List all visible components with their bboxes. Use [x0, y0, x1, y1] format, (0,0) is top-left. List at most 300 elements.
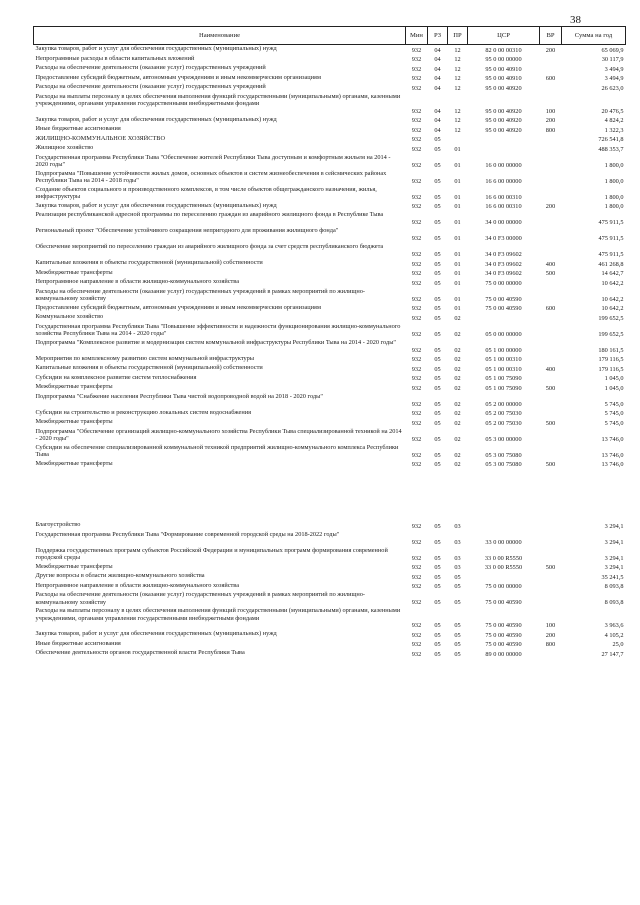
row-min: 932: [411, 419, 422, 427]
row-csr: 16 6 00 00000: [485, 177, 522, 185]
row-rz: 05: [434, 522, 441, 530]
row-sum: 1 800,0: [604, 193, 624, 201]
row-csr: 75 0 00 40590: [485, 631, 522, 639]
row-min: 932: [411, 203, 422, 211]
row-csr: 95 0 00 40910: [485, 75, 522, 83]
row-csr: 34 0 F3 09602: [485, 251, 522, 259]
row-sum: 461 268,8: [598, 260, 624, 268]
table-row: [34, 116, 626, 126]
row-pr: 05: [454, 631, 461, 639]
row-min: 932: [411, 573, 422, 581]
row-sum: 3 294,1: [604, 538, 624, 546]
row-pr: 02: [454, 400, 461, 408]
row-vr: [540, 393, 562, 409]
row-min: 932: [411, 260, 422, 268]
row-pr: 02: [454, 461, 461, 469]
row-vr: 800: [545, 126, 556, 134]
row-min: 932: [411, 314, 422, 322]
row-rz: 05: [434, 219, 441, 227]
row-min: 932: [411, 599, 422, 607]
row-rz: 05: [434, 461, 441, 469]
row-name: Подпрограмма "Обеспечение организаций жилищно-коммунального хозяйства Республики Тыва специализированной техникой на 2014 - 2020 годы": [35, 427, 402, 443]
row-min: 932: [411, 564, 422, 572]
row-min: 932: [411, 75, 422, 83]
row-min: 932: [411, 622, 422, 630]
table-row: [34, 355, 626, 365]
row-csr: 05 2 00 75030: [485, 419, 522, 427]
row-rz: 05: [434, 554, 441, 562]
row-vr: [540, 243, 562, 259]
row-sum: 8 093,8: [604, 583, 624, 591]
row-pr: 05: [454, 622, 461, 630]
row-csr: [468, 144, 540, 154]
row-name: Субсидии на обеспечение специализированной коммунальной техникой предприятий жилищно-коммунального комплекса Республики Тыва: [35, 443, 399, 459]
row-pr: 01: [454, 203, 461, 211]
row-pr: 02: [454, 314, 461, 322]
row-sum: 180 161,5: [598, 346, 624, 354]
row-vr: [540, 227, 562, 243]
row-rz: 05: [434, 599, 441, 607]
row-rz: 05: [434, 346, 441, 354]
row-sum: 10 642,2: [601, 279, 624, 287]
table-row: [34, 418, 626, 428]
row-pr: 01: [454, 161, 461, 169]
table-row: [34, 125, 626, 135]
row-name: Региональный проект "Обеспечение устойчивого сокращения непригодного для проживания жилищного фонда": [35, 227, 339, 234]
row-rz: 05: [434, 295, 441, 303]
row-name: Непрограммное направление в области жилищно-коммунального хозяйства: [35, 278, 239, 285]
row-min: 932: [411, 641, 422, 649]
row-sum: 1 800,0: [604, 161, 624, 169]
row-sum: 13 746,0: [601, 461, 624, 469]
row-pr: 02: [454, 410, 461, 418]
row-pr: 02: [454, 375, 461, 383]
row-rz: 05: [434, 451, 441, 459]
table-row: [34, 572, 626, 582]
row-sum: 3 494,9: [604, 65, 624, 73]
page-gap-cell: [34, 469, 626, 521]
table-row: [34, 374, 626, 384]
row-vr: [540, 547, 562, 563]
row-name: Закупка товаров, работ и услуг для обеспечения государственных (муниципальных) нужд: [35, 45, 277, 52]
row-rz: 05: [434, 145, 441, 153]
table-row: [34, 211, 626, 227]
row-name: Мероприятия по комплексному развитию систем коммунальной инфраструктуры: [35, 354, 255, 362]
row-pr: 02: [454, 435, 461, 443]
row-min: 932: [411, 631, 422, 639]
row-rz: 05: [434, 564, 441, 572]
row-csr: 05 1 00 75090: [485, 384, 522, 392]
row-sum: 1 045,0: [604, 384, 624, 392]
row-csr: 75 0 00 40590: [485, 622, 522, 630]
row-vr: [540, 374, 562, 384]
row-pr: 02: [454, 330, 461, 338]
row-min: 932: [411, 56, 422, 64]
row-pr: 05: [454, 641, 461, 649]
table-row: [34, 364, 626, 374]
row-min: 932: [411, 136, 422, 144]
row-vr: [540, 572, 562, 582]
table-header: [34, 27, 626, 45]
row-name: Подпрограмма "Снабжение населения Республики Тыва чистой водопроводной водой на 2018 - 2020 годы": [35, 392, 323, 400]
row-vr: 500: [545, 270, 556, 278]
table-row: [34, 649, 626, 659]
row-sum: 1 045,0: [604, 375, 624, 383]
row-vr: [540, 83, 562, 93]
row-name: Непрограммные расходы в области капитальных вложений: [35, 54, 195, 62]
row-rz: 04: [434, 107, 441, 115]
row-min: 932: [411, 451, 422, 459]
row-csr: 05 3 00 75080: [485, 451, 522, 459]
row-rz: 05: [434, 400, 441, 408]
row-rz: 05: [434, 305, 441, 313]
table-row: [34, 640, 626, 650]
row-vr: [540, 649, 562, 659]
row-csr: 34 0 F3 00000: [485, 235, 522, 243]
row-name: Подпрограмма "Повышение устойчивости жилых домов, основных объектов и систем жизнеобеспечения в сейсмических районах Республики Тыва на 2014 - 2018 годы": [35, 169, 387, 185]
row-name: Расходы на выплаты персоналу в целях обеспечения выполнения функций государственными (муниципальными) органами, казенными учреждениями, органами управления государственными внебюджетными фондами: [35, 607, 401, 622]
row-rz: 05: [434, 375, 441, 383]
row-rz: 05: [434, 631, 441, 639]
row-sum: 199 652,5: [598, 330, 624, 338]
row-vr: 500: [545, 419, 556, 427]
row-pr: 05: [454, 573, 461, 581]
row-min: 932: [411, 219, 422, 227]
row-rz: 05: [434, 622, 441, 630]
row-sum: 1 800,0: [604, 177, 624, 185]
row-vr: 200: [545, 203, 556, 211]
row-name: Государственная программа Республики Тыва "Повышение эффективности и надежности функционирования жилищно-коммунального хозяйства Республики Тыва на 2014 - 2020 годы": [35, 322, 401, 338]
row-name: Государственная программа Республики Тыва "Формирование современной городской среды на 2018-2022 годы": [35, 530, 340, 538]
row-rz: 05: [434, 435, 441, 443]
table-row: [34, 259, 626, 269]
row-pr: 12: [454, 126, 461, 134]
row-min: 932: [411, 161, 422, 169]
row-name: Капитальные вложения в объекты государственной (муниципальной) собственности: [35, 259, 263, 266]
row-csr: 95 0 00 40920: [485, 126, 522, 134]
row-vr: [540, 170, 562, 186]
row-name: Межбюджетные трансферты: [35, 418, 113, 425]
row-vr: 200: [545, 46, 556, 54]
row-name: Межбюджетные трансферты: [35, 268, 113, 276]
row-vr: [540, 288, 562, 304]
row-name: Межбюджетные трансферты: [35, 562, 113, 570]
row-name: Обеспечение деятельности органов государственной власти Республики Тыва: [35, 649, 245, 656]
row-vr: 600: [545, 75, 556, 83]
table-body: [34, 45, 626, 659]
row-vr: [540, 313, 562, 323]
row-pr: 02: [454, 451, 461, 459]
table-row: [34, 269, 626, 279]
row-rz: 04: [434, 117, 441, 125]
row-vr: 500: [545, 384, 556, 392]
page-number: 38: [570, 14, 581, 26]
row-rz: 04: [434, 84, 441, 92]
row-pr: 03: [454, 554, 461, 562]
table-row: [34, 383, 626, 393]
row-min: 932: [411, 117, 422, 125]
row-csr: 16 0 00 00000: [485, 161, 522, 169]
row-pr: 02: [454, 365, 461, 373]
row-vr: 400: [545, 365, 556, 373]
row-sum: 30 117,9: [601, 56, 624, 64]
table-row: [34, 547, 626, 563]
row-rz: 05: [434, 193, 441, 201]
row-csr: 34 0 00 00000: [485, 219, 522, 227]
row-vr: 500: [545, 461, 556, 469]
table-row: [34, 243, 626, 259]
row-min: 932: [411, 177, 422, 185]
row-pr: 01: [454, 145, 461, 153]
row-rz: 05: [434, 260, 441, 268]
row-vr: [540, 339, 562, 355]
header-csr: ЦСР: [468, 27, 540, 45]
row-vr: [540, 64, 562, 74]
row-vr: [540, 278, 562, 288]
row-rz: 05: [434, 279, 441, 287]
row-pr: 05: [454, 599, 461, 607]
row-name: ЖИЛИЩНО-КОММУНАЛЬНОЕ ХОЗЯЙСТВО: [35, 134, 166, 142]
row-pr: 12: [454, 107, 461, 115]
row-name: Капитальные вложения в объекты государственной (муниципальной) собственности: [35, 364, 263, 371]
table-row: [34, 55, 626, 65]
row-rz: 05: [434, 365, 441, 373]
row-name: Коммунальное хозяйство: [35, 313, 104, 320]
row-name: Межбюджетные трансферты: [35, 383, 113, 390]
row-pr: 03: [454, 538, 461, 546]
row-vr: [540, 323, 562, 339]
row-csr: 75 0 00 40590: [485, 295, 522, 303]
row-min: 932: [411, 84, 422, 92]
row-csr: 75 0 00 40590: [485, 599, 522, 607]
row-csr: [468, 313, 540, 323]
row-sum: 5 745,0: [604, 410, 624, 418]
table-row: [34, 64, 626, 74]
row-csr: 34 0 F3 09602: [485, 260, 522, 268]
row-pr: 01: [454, 279, 461, 287]
row-csr: 05 3 00 75080: [485, 461, 522, 469]
row-sum: 3 294,1: [604, 522, 624, 530]
row-name: Расходы на выплаты персоналу в целях обеспечения выполнения функций государственными (муниципальными) органами, казенными учреждениями, органами управления государственными внебюджетными фондами: [35, 92, 401, 108]
table-row: [34, 444, 626, 460]
row-name: Расходы на обеспечение деятельности (оказание услуг) государственных учреждений: [35, 83, 266, 90]
row-sum: 5 745,0: [604, 400, 624, 408]
row-sum: 475 911,5: [598, 251, 624, 259]
row-rz: 05: [434, 235, 441, 243]
table-row: [34, 144, 626, 154]
row-name: Межбюджетные трансферты: [35, 459, 113, 467]
row-min: 932: [411, 435, 422, 443]
row-sum: 13 746,0: [601, 435, 624, 443]
row-pr: 01: [454, 193, 461, 201]
row-vr: [540, 135, 562, 145]
row-rz: 05: [434, 161, 441, 169]
row-min: 932: [411, 461, 422, 469]
row-csr: 05 2 00 75030: [485, 410, 522, 418]
table-row: [34, 630, 626, 640]
row-csr: 95 0 00 40920: [485, 84, 522, 92]
row-pr: 01: [454, 295, 461, 303]
row-vr: 500: [545, 564, 556, 572]
row-rz: 04: [434, 126, 441, 134]
table-row: [34, 74, 626, 84]
row-csr: 33 0 00 R5550: [484, 554, 523, 562]
table-row: [34, 607, 626, 630]
row-name: Иные бюджетные ассигнования: [35, 125, 121, 132]
table-row: [34, 45, 626, 55]
row-min: 932: [411, 295, 422, 303]
row-sum: 1 800,0: [604, 203, 624, 211]
table-row: [34, 154, 626, 170]
table-row: [34, 582, 626, 592]
row-name: Предоставление субсидий бюджетным, автономным учреждениям и иным некоммерческим организациям: [35, 73, 321, 81]
row-rz: 04: [434, 65, 441, 73]
table-row: [34, 83, 626, 93]
row-sum: 3 294,1: [604, 564, 624, 572]
row-min: 932: [411, 235, 422, 243]
row-rz: 05: [434, 203, 441, 211]
row-vr: [540, 355, 562, 365]
row-csr: 82 0 00 00310: [485, 46, 522, 54]
row-name: Иные бюджетные ассигнования: [35, 639, 121, 647]
row-name: Подпрограмма "Комплексное развитие и модернизация систем коммунальной инфраструктуры Республики Тыва на 2014 - 2020 годы": [35, 338, 397, 346]
row-vr: [540, 154, 562, 170]
row-sum: 475 911,5: [598, 219, 624, 227]
row-pr: 12: [454, 46, 461, 54]
row-pr: 05: [454, 583, 461, 591]
row-sum: 475 911,5: [598, 235, 624, 243]
header-name: Наименование: [34, 27, 406, 45]
row-vr: [540, 186, 562, 202]
row-pr: 03: [454, 522, 461, 530]
row-min: 932: [411, 107, 422, 115]
row-min: 932: [411, 583, 422, 591]
row-csr: 75 0 00 40590: [485, 305, 522, 313]
row-pr: 12: [454, 56, 461, 64]
row-sum: 13 746,0: [601, 451, 624, 459]
row-vr: 600: [545, 305, 556, 313]
row-min: 932: [411, 46, 422, 54]
row-vr: [540, 211, 562, 227]
row-rz: 04: [434, 46, 441, 54]
row-sum: 8 093,8: [604, 599, 624, 607]
row-sum: 14 642,7: [601, 270, 624, 278]
row-min: 932: [411, 650, 422, 658]
row-min: 932: [411, 554, 422, 562]
page-gap: [34, 469, 626, 521]
row-min: 932: [411, 330, 422, 338]
row-pr: 12: [454, 75, 461, 83]
row-name: Закупка товаров, работ и услуг для обеспечения государственных (муниципальных) нужд: [35, 115, 277, 123]
row-pr: 01: [454, 219, 461, 227]
row-min: 932: [411, 279, 422, 287]
row-vr: [540, 582, 562, 592]
row-name: Предоставление субсидий бюджетным, автономным учреждениям и иным некоммерческим организациям: [35, 303, 321, 311]
row-name: Субсидии на строительство и реконструкцию локальных систем водоснабжения: [35, 408, 251, 416]
row-vr: [540, 55, 562, 65]
row-csr: 05 1 00 00310: [485, 365, 522, 373]
header-pr: ПР: [448, 27, 468, 45]
row-sum: 10 642,2: [601, 305, 624, 313]
table-row: [34, 339, 626, 355]
row-rz: 04: [434, 56, 441, 64]
row-csr: 95 0 00 40920: [485, 107, 522, 115]
table-row: [34, 563, 626, 573]
table-row: [34, 202, 626, 212]
row-rz: 05: [434, 330, 441, 338]
row-rz: 05: [434, 356, 441, 364]
row-name: Закупка товаров, работ и услуг для обеспечения государственных (муниципальных) нужд: [35, 201, 277, 209]
row-min: 932: [411, 346, 422, 354]
row-rz: 05: [434, 251, 441, 259]
row-vr: [540, 409, 562, 419]
row-vr: 100: [545, 107, 556, 115]
row-name: Благоустройство: [35, 521, 81, 528]
row-sum: 726 541,8: [598, 136, 624, 144]
budget-table: [33, 26, 626, 659]
table-row: [34, 186, 626, 202]
row-sum: 5 745,0: [604, 419, 624, 427]
row-rz: 04: [434, 75, 441, 83]
row-sum: 179 116,5: [598, 365, 624, 373]
row-sum: 488 353,7: [598, 145, 624, 153]
row-name: Расходы на обеспечение деятельности (оказание услуг) государственных учреждений в рамках мероприятий по жилищно-коммунальному хозяйству: [35, 591, 366, 606]
row-csr: 95 0 00 00000: [485, 56, 522, 64]
row-pr: 02: [454, 346, 461, 354]
row-min: 932: [411, 538, 422, 546]
row-min: 932: [411, 365, 422, 373]
row-sum: 25,0: [612, 641, 624, 649]
header-sum: Сумма на год: [562, 27, 626, 45]
row-min: 932: [411, 400, 422, 408]
table-row: [34, 591, 626, 607]
row-vr: [540, 444, 562, 460]
row-sum: 20 476,5: [601, 107, 624, 115]
row-sum: 4 105,2: [604, 631, 624, 639]
header-vr: ВР: [540, 27, 562, 45]
row-rz: 05: [434, 538, 441, 546]
row-name: Обеспечение мероприятий по переселению граждан из аварийного жилищного фонда за счет средств республиканского бюджета: [35, 243, 384, 250]
row-sum: 35 241,5: [601, 573, 624, 581]
table-row: [34, 304, 626, 314]
row-vr: [540, 591, 562, 607]
row-min: 932: [411, 65, 422, 73]
row-min: 932: [411, 305, 422, 313]
table-row: [34, 278, 626, 288]
row-name: Другие вопросы в области жилищно-коммунального хозяйства: [35, 572, 205, 579]
row-csr: 95 0 00 40910: [485, 65, 522, 73]
row-vr: 100: [545, 622, 556, 630]
row-name: Непрограммное направление в области жилищно-коммунального хозяйства: [35, 581, 239, 589]
row-rz: 05: [434, 410, 441, 418]
row-vr: 200: [545, 631, 556, 639]
row-vr: [540, 428, 562, 444]
row-name: Государственная программа Республики Тыва "Обеспечение жителей Республики Тыва доступным и комфортным жильем на 2014 - 2020 годы": [35, 153, 391, 169]
row-rz: 05: [434, 136, 441, 144]
row-min: 932: [411, 145, 422, 153]
row-rz: 05: [434, 650, 441, 658]
row-csr: 95 0 00 40920: [485, 117, 522, 125]
row-csr: 05 1 00 75090: [485, 375, 522, 383]
row-vr: [540, 144, 562, 154]
row-min: 932: [411, 126, 422, 134]
row-csr: [468, 521, 540, 531]
row-sum: 3 294,1: [604, 554, 624, 562]
row-csr: 75 0 00 40590: [485, 641, 522, 649]
row-csr: [468, 135, 540, 145]
row-name: Жилищное хозяйство: [35, 144, 94, 151]
table-row: [34, 531, 626, 547]
